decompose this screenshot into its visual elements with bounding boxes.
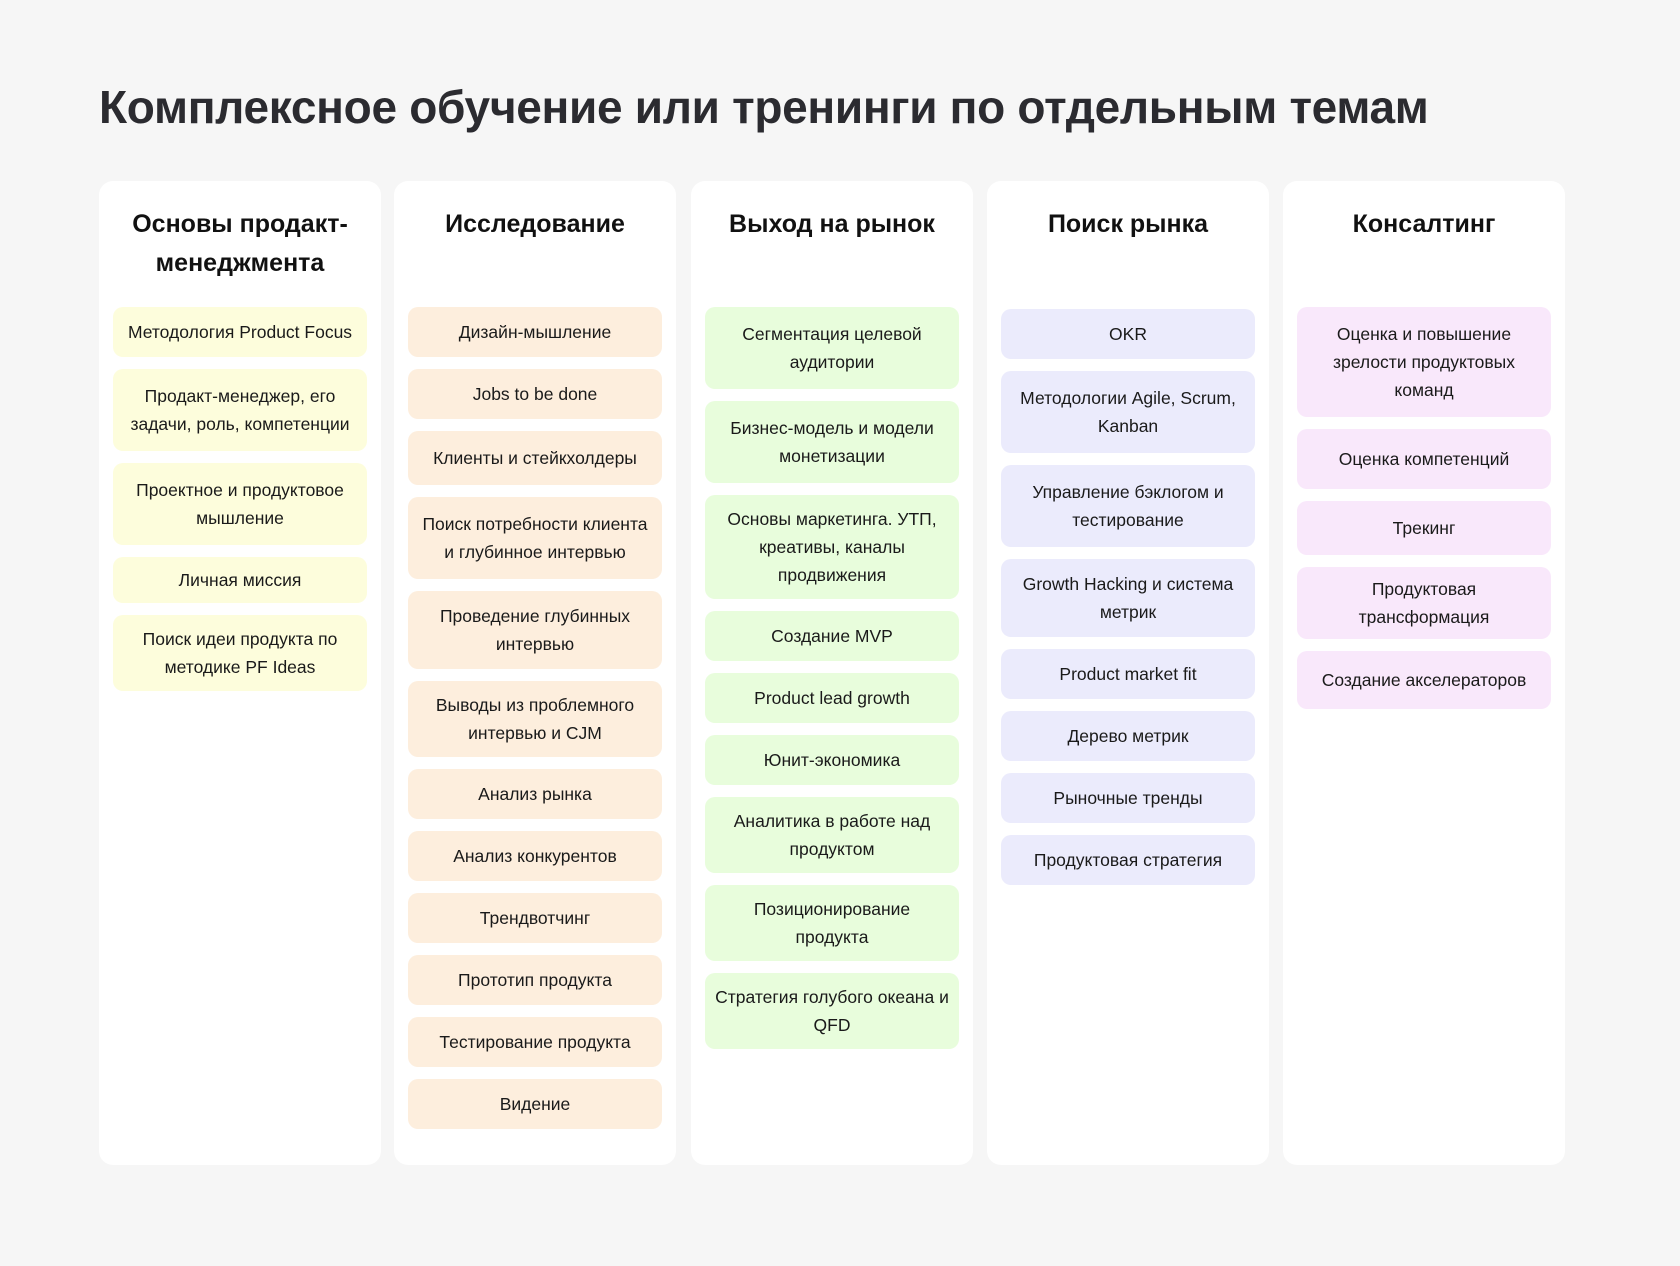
topic-card[interactable]: Трекинг bbox=[1297, 501, 1551, 555]
topic-card[interactable]: OKR bbox=[1001, 309, 1255, 359]
topic-card[interactable]: Дерево метрик bbox=[1001, 711, 1255, 761]
topic-card[interactable]: Продуктовая стратегия bbox=[1001, 835, 1255, 885]
column-title: Основы продакт-менеджмента bbox=[132, 210, 348, 277]
card-list bbox=[1001, 309, 1255, 897]
topic-card[interactable]: Основы маркетинга. УТП, креативы, каналы продвижения bbox=[705, 495, 959, 599]
topic-card[interactable]: Оценка и повышение зрелости продуктовых команд bbox=[1297, 307, 1551, 417]
topic-card[interactable]: Проектное и продуктовое мышление bbox=[113, 463, 367, 545]
card-list bbox=[705, 307, 959, 1061]
topic-card[interactable]: Продакт-менеджер, его задачи, роль, компетенции bbox=[113, 369, 367, 451]
topic-card[interactable]: Прототип продукта bbox=[408, 955, 662, 1005]
topics-board bbox=[99, 181, 1565, 1165]
topic-card[interactable]: Управление бэклогом и тестирование bbox=[1001, 465, 1255, 547]
topic-card[interactable]: Бизнес-модель и модели монетизации bbox=[705, 401, 959, 483]
page-title: Комплексное обучение или тренинги по отдельным темам bbox=[99, 81, 1429, 133]
card-list bbox=[1297, 307, 1551, 721]
topic-card[interactable]: Создание акселераторов bbox=[1297, 651, 1551, 709]
topic-card[interactable]: Юнит-экономика bbox=[705, 735, 959, 785]
topic-card[interactable]: Анализ конкурентов bbox=[408, 831, 662, 881]
column-market-search bbox=[987, 181, 1269, 1165]
topic-card[interactable]: Позиционирование продукта bbox=[705, 885, 959, 961]
topic-card[interactable]: Growth Hacking и система метрик bbox=[1001, 559, 1255, 637]
topic-card[interactable]: Методология Product Focus bbox=[113, 307, 367, 357]
topic-card[interactable]: Сегментация целевой аудитории bbox=[705, 307, 959, 389]
column-go-to-market bbox=[691, 181, 973, 1165]
topic-card[interactable]: Видение bbox=[408, 1079, 662, 1129]
topic-card[interactable]: Поиск потребности клиента и глубинное интервью bbox=[408, 497, 662, 579]
topic-card[interactable]: Product market fit bbox=[1001, 649, 1255, 699]
column-title: Поиск рынка bbox=[1047, 210, 1209, 238]
topic-card[interactable]: Продуктовая трансформация bbox=[1297, 567, 1551, 639]
topic-card[interactable]: Методологии Agile, Scrum, Kanban bbox=[1001, 371, 1255, 453]
column-product-management-basics bbox=[99, 181, 381, 1165]
card-list bbox=[113, 307, 367, 703]
column-consulting bbox=[1283, 181, 1565, 1165]
topic-card[interactable]: Клиенты и стейкхолдеры bbox=[408, 431, 662, 485]
topic-card[interactable]: Стратегия голубого океана и QFD bbox=[705, 973, 959, 1049]
column-title: Консалтинг bbox=[1352, 210, 1496, 238]
topic-card[interactable]: Рыночные тренды bbox=[1001, 773, 1255, 823]
topic-card[interactable]: Трендвотчинг bbox=[408, 893, 662, 943]
topic-card[interactable]: Проведение глубинных интервью bbox=[408, 591, 662, 669]
topic-card[interactable]: Product lead growth bbox=[705, 673, 959, 723]
topic-card[interactable]: Дизайн-мышление bbox=[408, 307, 662, 357]
topic-card[interactable]: Jobs to be done bbox=[408, 369, 662, 419]
column-title: Исследование bbox=[445, 210, 625, 238]
topic-card[interactable]: Создание MVP bbox=[705, 611, 959, 661]
topic-card[interactable]: Поиск идеи продукта по методике PF Ideas bbox=[113, 615, 367, 691]
column-title: Выход на рынок bbox=[729, 210, 935, 238]
topic-card[interactable]: Аналитика в работе над продуктом bbox=[705, 797, 959, 873]
topic-card[interactable]: Анализ рынка bbox=[408, 769, 662, 819]
card-list bbox=[408, 307, 662, 1141]
topic-card[interactable]: Личная миссия bbox=[113, 557, 367, 603]
topic-card[interactable]: Тестирование продукта bbox=[408, 1017, 662, 1067]
topic-card[interactable]: Выводы из проблемного интервью и CJM bbox=[408, 681, 662, 757]
topic-card[interactable]: Оценка компетенций bbox=[1297, 429, 1551, 489]
column-research bbox=[394, 181, 676, 1165]
